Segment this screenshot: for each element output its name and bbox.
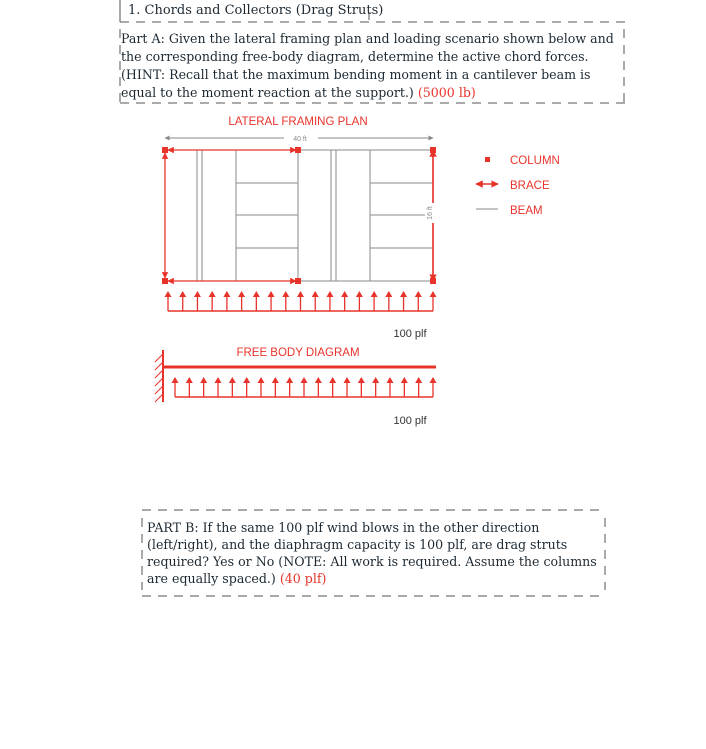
load-arrowhead (312, 291, 319, 297)
load-arrowhead (238, 291, 245, 297)
load-arrowhead (415, 291, 422, 297)
load-arrowhead (415, 377, 422, 383)
load-arrowhead (194, 291, 201, 297)
legend-beam-label: BEAM (510, 205, 543, 217)
load-arrowhead (326, 291, 333, 297)
load-arrowhead (268, 291, 275, 297)
part-b-answer: (40 plf) (279, 571, 327, 586)
part-b-text (147, 519, 602, 587)
part-b-question: PART B: If the same 100 plf wind blows in the other direction (left/right), and the diaphragm capacity is 100 plf, are drag struts required? Yes or No (NOTE: All work is required. Assume the columns are equally spaced.) (147, 520, 597, 586)
load-arrowhead (385, 291, 392, 297)
plan-load-arrows (165, 291, 437, 311)
load-arrowhead (200, 377, 207, 383)
load-arrowhead (286, 377, 293, 383)
load-arrowhead (253, 291, 260, 297)
load-arrowhead (297, 291, 304, 297)
legend (476, 155, 560, 217)
load-arrowhead (371, 291, 378, 297)
plan-title: LATERAL FRAMING PLAN (228, 116, 368, 128)
fbd-title: FREE BODY DIAGRAM (236, 347, 360, 359)
load-arrowhead (358, 377, 365, 383)
legend-brace-label: BRACE (510, 180, 550, 192)
load-arrowhead (229, 377, 236, 383)
column-icon (430, 147, 436, 153)
load-arrowhead (272, 377, 279, 383)
load-arrowhead (258, 377, 265, 383)
load-arrowhead (301, 377, 308, 383)
column-icon (295, 278, 301, 284)
fbd-support (155, 350, 163, 402)
part-a-question: Part A: Given the lateral framing plan and loading scenario shown below and the corresponding free-body diagram, determine the active chord forces. (HINT: Recall that the maximum bending moment in a cantilever beam is equal to the moment reaction at the support.) (121, 31, 614, 100)
load-arrowhead (179, 291, 186, 297)
load-arrowhead (329, 377, 336, 383)
column-icon (162, 278, 168, 284)
width-label: 40 ft (293, 136, 307, 143)
load-arrowhead (209, 291, 216, 297)
load-arrowhead (401, 377, 408, 383)
column-icon (162, 147, 168, 153)
load-label: 100 plf (393, 328, 427, 340)
legend-column-label: COLUMN (510, 155, 560, 167)
load-arrowhead (172, 377, 179, 383)
load-arrowhead (165, 291, 172, 297)
load-arrowhead (223, 291, 230, 297)
square-icon (485, 157, 490, 162)
column-icon (295, 147, 301, 153)
load-arrowhead (387, 377, 394, 383)
load-arrowhead (372, 377, 379, 383)
load-arrowhead (400, 291, 407, 297)
part-a-answer: (5000 lb) (417, 85, 476, 100)
fbd-load-arrows (172, 377, 437, 397)
load-arrowhead (282, 291, 289, 297)
width-dimension (165, 133, 433, 143)
load-arrowhead (430, 377, 437, 383)
load-arrowhead (430, 291, 437, 297)
load-arrowhead (186, 377, 193, 383)
depth-label: 16 ft (427, 206, 434, 220)
load-arrowhead (215, 377, 222, 383)
load-arrowhead (315, 377, 322, 383)
depth-dimension (425, 150, 439, 281)
column-icon (430, 278, 436, 284)
load-arrowhead (341, 291, 348, 297)
load-arrowhead (243, 377, 250, 383)
load-arrowhead (356, 291, 363, 297)
load-arrowhead (344, 377, 351, 383)
question-title: 1. Chords and Collectors (Drag Struts) (128, 3, 384, 18)
fbd-load-label: 100 plf (393, 415, 427, 427)
